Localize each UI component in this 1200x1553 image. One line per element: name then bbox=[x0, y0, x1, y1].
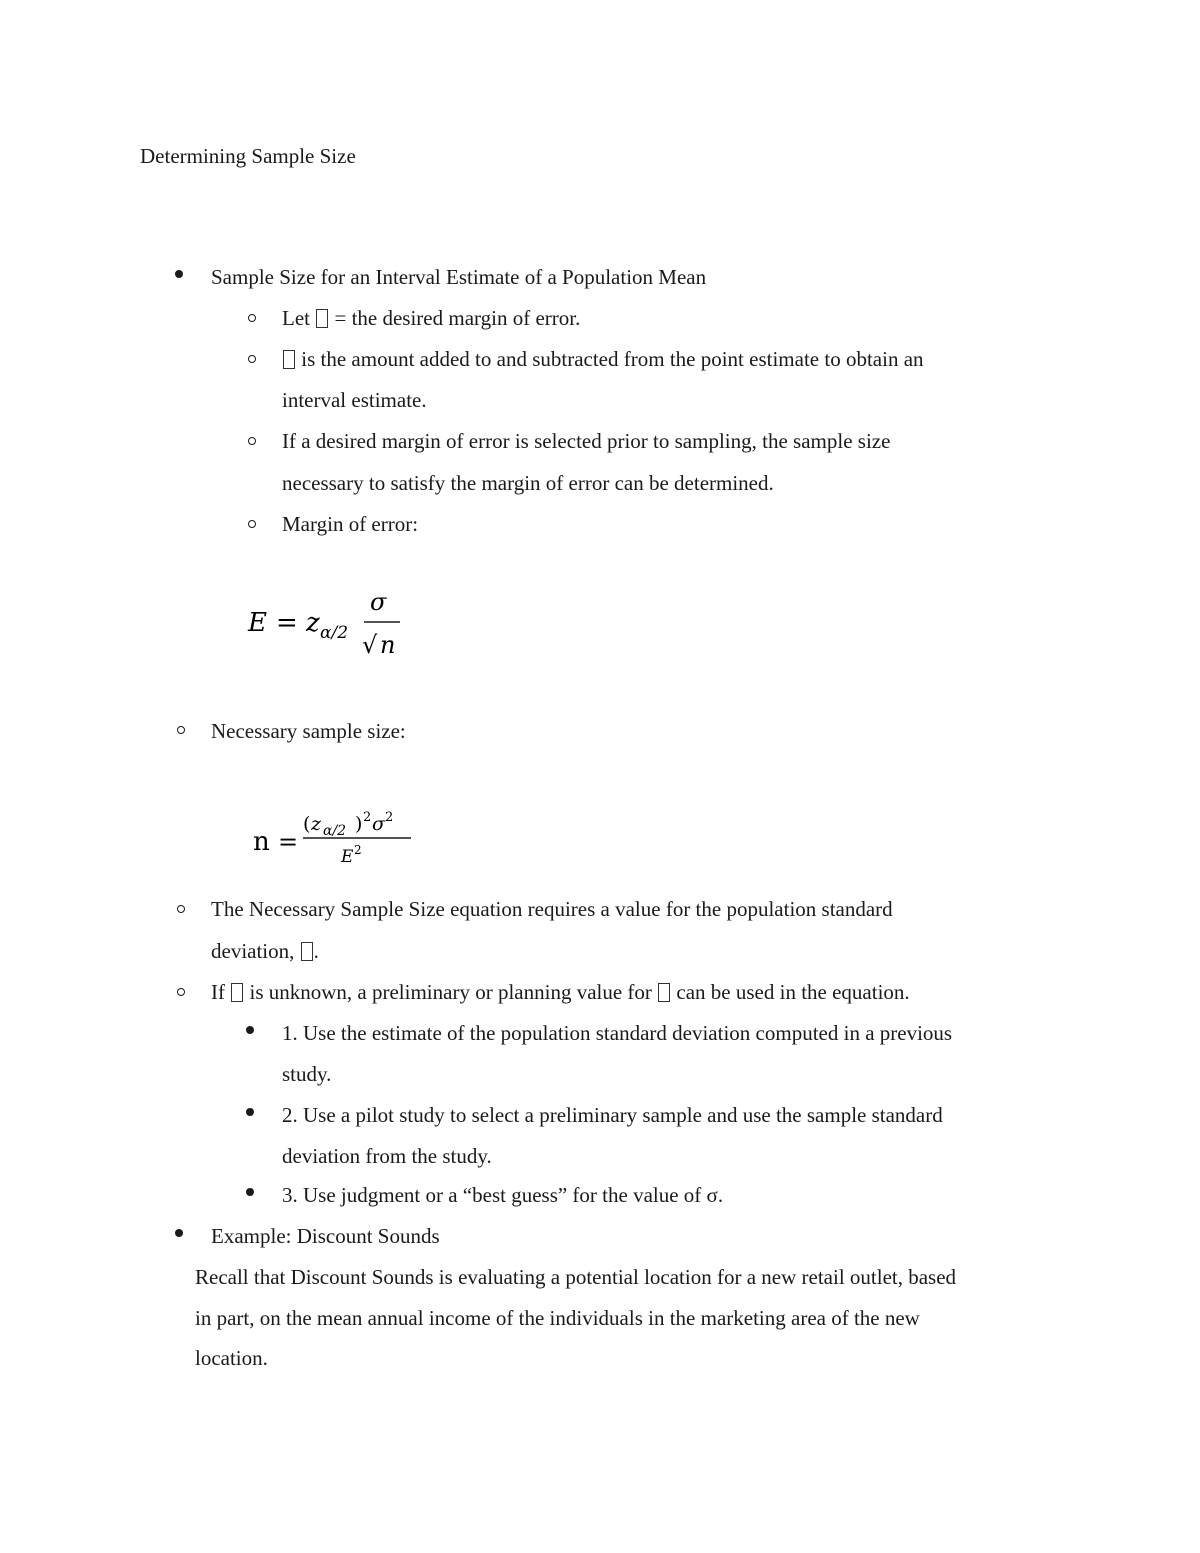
formula-z: z bbox=[306, 608, 320, 638]
formula-numerator: σ bbox=[370, 588, 387, 616]
formula-z: z bbox=[311, 813, 322, 835]
bullet-disc-icon bbox=[246, 1026, 254, 1034]
example-heading: Example: Discount Sounds bbox=[211, 1224, 440, 1248]
formula-subscript: α/2 bbox=[323, 823, 347, 839]
method-item-continuation: deviation from the study. bbox=[282, 1144, 492, 1168]
formula-equals: = bbox=[278, 828, 299, 856]
section-heading: Sample Size for an Interval Estimate of a Population Mean bbox=[211, 265, 707, 289]
list-item-text: deviation, bbox=[211, 939, 300, 963]
list-item-continuation: interval estimate. bbox=[282, 388, 427, 412]
formula-close-paren: ) bbox=[355, 813, 363, 835]
list-item bbox=[282, 308, 580, 329]
formula-exponent: 2 bbox=[354, 843, 362, 857]
list-item-text: is the amount added to and subtracted from the point estimate to obtain an bbox=[296, 347, 924, 371]
list-item: If a desired margin of error is selected prior to sampling, the sample size bbox=[282, 429, 891, 453]
method-item-continuation: study. bbox=[282, 1062, 332, 1086]
bullet-circle-icon bbox=[248, 355, 256, 363]
list-item-text: is unknown, a preliminary or planning value for bbox=[244, 980, 658, 1004]
method-item: 1. Use the estimate of the population standard deviation computed in a previous bbox=[282, 1021, 953, 1045]
formula-denominator: n bbox=[380, 631, 396, 659]
list-item bbox=[282, 349, 924, 370]
formula-sigma: σ bbox=[372, 813, 385, 835]
formula-exponent: 2 bbox=[363, 810, 372, 825]
list-item-text: . bbox=[313, 939, 319, 963]
formula-open-paren: ( bbox=[303, 813, 311, 835]
missing-glyph-icon bbox=[231, 983, 243, 1002]
example-text-line: location. bbox=[195, 1346, 268, 1370]
list-item-text: If bbox=[211, 980, 231, 1004]
list-item-text: = the desired margin of error. bbox=[329, 306, 581, 330]
missing-glyph-icon bbox=[316, 309, 328, 328]
missing-glyph-icon bbox=[658, 983, 670, 1002]
sample-size-formula bbox=[245, 800, 435, 872]
list-item bbox=[211, 982, 910, 1003]
list-item: Necessary sample size: bbox=[211, 719, 406, 743]
margin-of-error-formula bbox=[240, 580, 430, 665]
missing-glyph-icon bbox=[283, 350, 295, 369]
list-item: The Necessary Sample Size equation requires a value for the population standard bbox=[211, 897, 893, 921]
bullet-circle-icon bbox=[248, 314, 256, 322]
method-item: 3. Use judgment or a “best guess” for the value of σ. bbox=[282, 1183, 724, 1207]
missing-glyph-icon bbox=[301, 942, 313, 961]
formula-subscript: α/2 bbox=[320, 623, 349, 643]
method-item: 2. Use a pilot study to select a preliminary sample and use the sample standard bbox=[282, 1103, 943, 1127]
formula-lhs: E bbox=[248, 608, 267, 638]
formula-lhs: n bbox=[253, 827, 270, 857]
bullet-disc-icon bbox=[246, 1108, 254, 1116]
bullet-disc-icon bbox=[246, 1188, 254, 1196]
bullet-disc-icon bbox=[175, 270, 183, 278]
list-item-text: can be used in the equation. bbox=[671, 980, 910, 1004]
document-title: Determining Sample Size bbox=[140, 144, 356, 168]
list-item: Margin of error: bbox=[282, 512, 419, 536]
bullet-disc-icon bbox=[175, 1229, 183, 1237]
list-item-text: Let bbox=[282, 306, 316, 330]
bullet-circle-icon bbox=[248, 437, 256, 445]
bullet-circle-icon bbox=[177, 905, 185, 913]
formula-equals: = bbox=[276, 608, 298, 638]
formula-denominator: E bbox=[341, 847, 354, 867]
example-text-line: Recall that Discount Sounds is evaluating a potential location for a new retail outlet, based bbox=[195, 1265, 957, 1289]
list-item-continuation bbox=[211, 941, 319, 962]
list-item-continuation: necessary to satisfy the margin of error can be determined. bbox=[282, 471, 774, 495]
bullet-circle-icon bbox=[248, 520, 256, 528]
bullet-circle-icon bbox=[177, 988, 185, 996]
bullet-circle-icon bbox=[177, 726, 185, 734]
formula-root: √ bbox=[362, 631, 378, 659]
formula-exponent: 2 bbox=[385, 810, 394, 825]
example-text-line: in part, on the mean annual income of the individuals in the marketing area of the new bbox=[195, 1306, 920, 1330]
